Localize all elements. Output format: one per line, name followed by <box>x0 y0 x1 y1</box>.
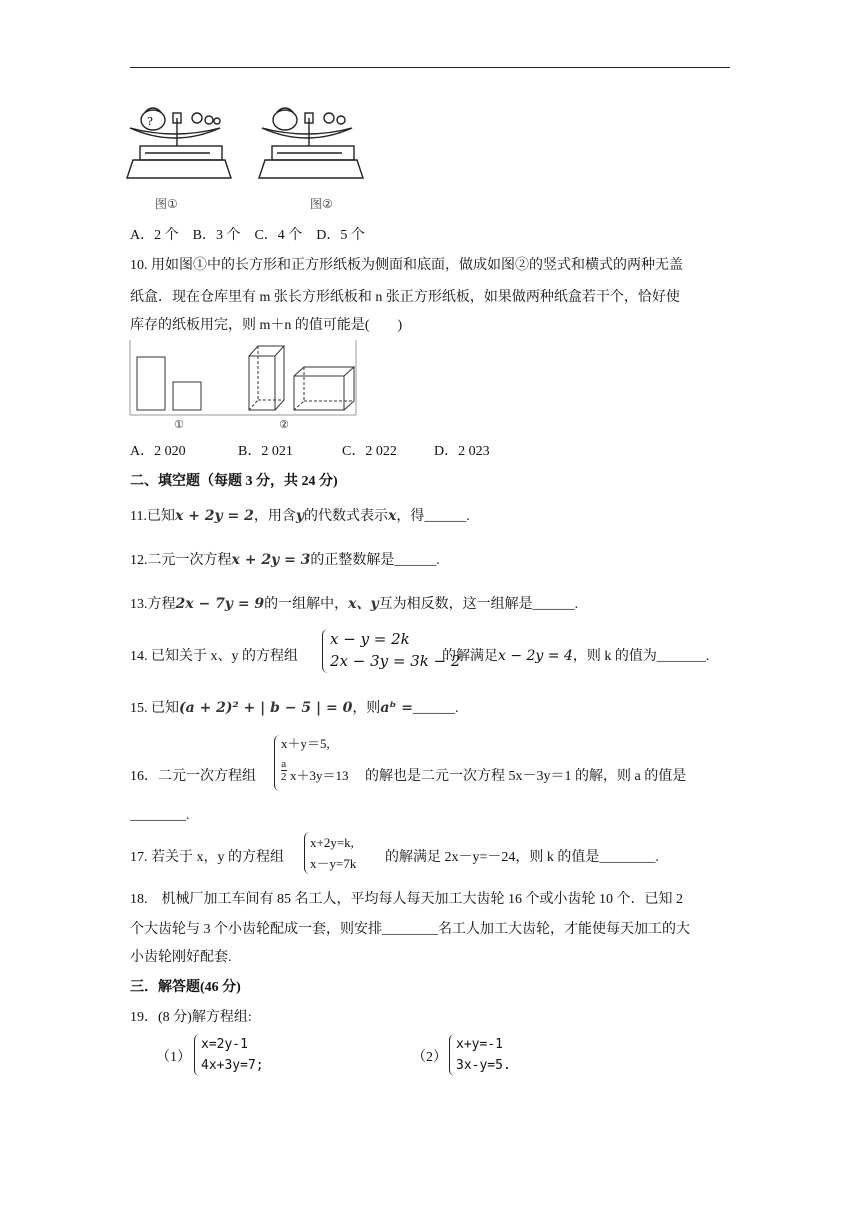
q17-eq2: x－y=7k <box>310 856 357 871</box>
box-caption-2: ② <box>279 418 289 430</box>
q16-fraction: a 2 <box>281 758 287 783</box>
section-3-title: 三．解答题(46 分) <box>130 980 241 995</box>
q9-options: A．2 个 B．3 个 C．4 个 D．5 个 <box>130 228 365 243</box>
q11: 11.已知x + 2y = 2，用含y的代数式表示x，得______. <box>130 508 470 524</box>
q19-part1-label: （1） <box>156 1050 191 1065</box>
q19-title: 19．(8 分)解方程组: <box>130 1010 252 1025</box>
q12-equation: x + 2y = 3 <box>231 552 311 568</box>
horizontal-box <box>294 367 354 410</box>
q10-line-3: 库存的纸板用完，则 m＋n 的值可能是( ) <box>130 318 403 333</box>
q15-expression: aᵇ = <box>380 700 413 716</box>
balance-scale-2 <box>259 108 363 178</box>
q14-post: 的解满足x − 2y = 4，则 k 的值为_______. <box>442 648 710 664</box>
section-2-title: 二、填空题（每题 3 分，共 24 分) <box>130 474 338 489</box>
q18-line-3: 小齿轮刚好配套. <box>130 950 232 965</box>
q19-part1-eq2: 4x+3y=7 <box>201 1058 256 1073</box>
q19-part1-system: x=2y-1 4x+3y=7; <box>201 1034 264 1076</box>
q16-pre: 16．二元一次方程组 <box>130 769 256 784</box>
q16-eq1: x＋y＝5, <box>281 736 330 751</box>
balance-scale-figure <box>125 98 365 213</box>
header-rule <box>130 67 730 68</box>
q10-option-b: B．2 021 <box>238 444 293 459</box>
q15: 15. 已知(a + 2)² + | b − 5 | = 0，则aᵇ =______. <box>130 700 459 716</box>
vertical-box <box>249 346 284 410</box>
q12: 12.二元一次方程x + 2y = 3的正整数解是______. <box>130 552 440 568</box>
box-caption-1: ① <box>174 418 184 430</box>
q13-equation: 2x − 7y = 9 <box>175 596 265 612</box>
q10-line-1: 10. 用如图①中的长方形和正方形纸板为侧面和底面，做成如图②的竖式和横式的两种无盖 <box>130 258 683 273</box>
q10-option-d: D．2 023 <box>434 444 490 459</box>
q15-equation: (a + 2)² + | b − 5 | = 0 <box>179 700 353 716</box>
q19-part1-eq1: x=2y-1 <box>201 1037 248 1052</box>
q14-eq1: x − y = 2k <box>330 630 410 648</box>
q19-part2-eq2: 3x-y=5 <box>456 1058 503 1073</box>
q16-post: 的解也是二元一次方程 5x－3y＝1 的解，则 a 的值是 <box>365 769 687 784</box>
q19-part2-eq1: x+y=-1 <box>456 1037 503 1052</box>
q14-brace <box>322 629 329 673</box>
square-board <box>173 382 201 410</box>
rectangle-board <box>137 357 165 410</box>
q10-line-2: 纸盒．现在仓库里有 m 张长方形纸板和 n 张正方形纸板，如果做两种纸盒若干个，恰好使 <box>130 290 680 305</box>
q17-post: 的解满足 2x－y=－24，则 k 的值是________. <box>385 850 659 865</box>
q10-option-a: A．2 020 <box>130 444 186 459</box>
q14-condition: x − 2y = 4 <box>498 648 573 664</box>
q19-part1-brace <box>194 1034 201 1076</box>
q18-line-1: 18. 机械厂加工车间有 85 名工人，平均每人每天加工大齿轮 16 个或小齿轮 10 个．已知 2 <box>130 892 683 907</box>
q19-part2-label: （2） <box>412 1050 447 1065</box>
q10-option-c: C．2 022 <box>342 444 397 459</box>
q17-system <box>310 832 356 874</box>
q19-part2-system: x+y=-1 3x-y=5. <box>456 1034 511 1076</box>
balance-scale-1 <box>127 108 231 178</box>
q17-pre: 17. 若关于 x，y 的方程组 <box>130 850 284 865</box>
scale-caption-2: 图② <box>310 197 333 211</box>
q16-blank: ________. <box>130 808 190 823</box>
q13: 13.方程2x − 7y = 9的一组解中，x、y互为相反数，这一组解是______. <box>130 596 579 612</box>
scale-caption-1: 图① <box>155 197 178 211</box>
q16-eq2: x＋3y＝13 <box>290 768 349 783</box>
q14-pre: 14. 已知关于 x、y 的方程组 <box>130 649 298 664</box>
q11-equation: x + 2y = 2 <box>174 508 254 524</box>
q14-eq2: 2x − 3y = 3k − 2 <box>330 652 461 670</box>
q19-part2-brace <box>449 1034 456 1076</box>
q17-eq1: x+2y=k, <box>310 835 354 850</box>
q18-line-2: 个大齿轮与 3 个小齿轮配成一套，则安排________名工人加工大齿轮，才能使每天加工的大 <box>130 922 690 937</box>
question-mark: ? <box>147 115 153 128</box>
paperboard-box-figure <box>129 340 357 430</box>
q16-brace <box>274 735 280 791</box>
q14-system <box>330 628 461 672</box>
